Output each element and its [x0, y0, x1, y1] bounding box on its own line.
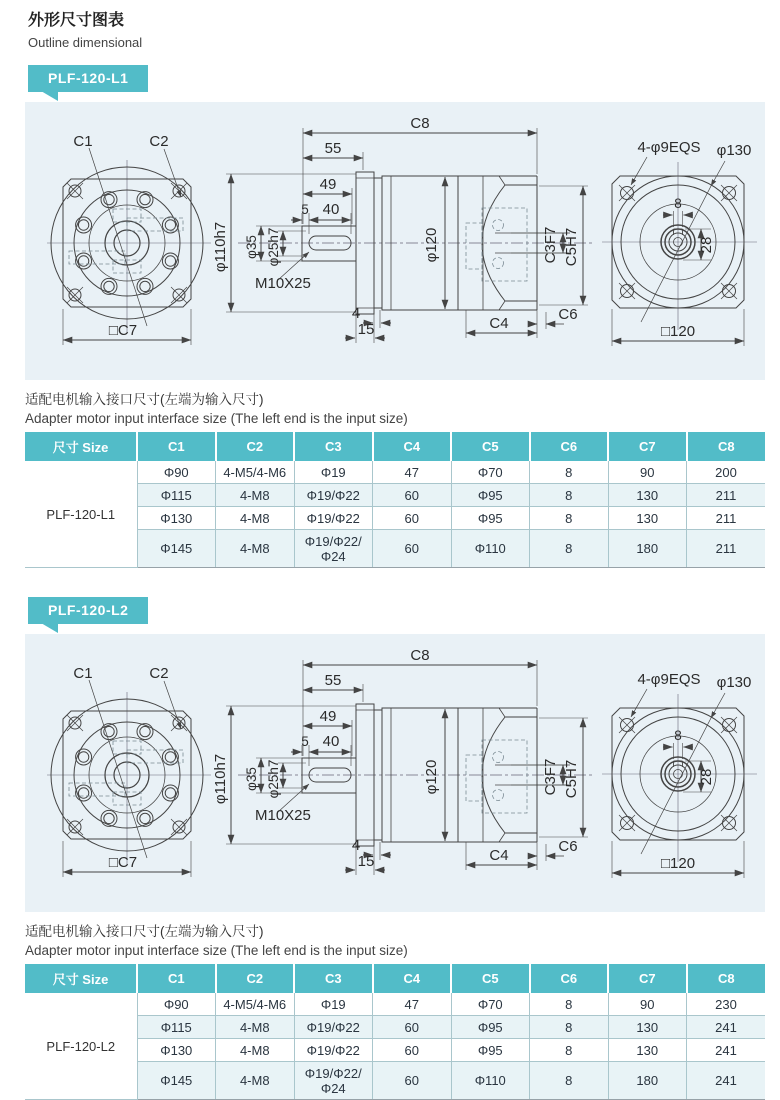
dim-label-c7: □C7 [108, 322, 138, 339]
dim-cell: Φ115 [137, 1016, 216, 1039]
side-view [226, 128, 593, 343]
dim-label-49: 49 [319, 176, 337, 193]
dim-cell: 90 [608, 461, 687, 484]
dim-label-55: 55 [324, 140, 342, 157]
dim-cell: 130 [608, 507, 687, 530]
front-view [47, 680, 211, 877]
dim-cell: 60 [373, 1016, 452, 1039]
dim-cell: Φ19/Φ22/Φ24 [294, 1062, 373, 1100]
technical-drawing [25, 102, 765, 380]
dim-cell: Φ70 [451, 993, 530, 1016]
dim-cell: 180 [608, 530, 687, 568]
dim-label-28: 28 [698, 236, 715, 254]
page-subtitle: Outline dimensional [28, 35, 143, 50]
dim-label-dia25h7: φ25h7 [266, 227, 281, 267]
dim-label-8: 8 [674, 728, 682, 743]
dim-label-c4: C4 [489, 315, 509, 332]
dim-cell: 4-M8 [216, 507, 295, 530]
dim-label-c1: C1 [73, 133, 93, 150]
dim-label-dia110h7: φ110h7 [212, 221, 229, 273]
dim-label-sq120: □120 [660, 855, 696, 872]
section-plf-120-l1 [0, 50, 780, 568]
dim-cell: Φ130 [137, 507, 216, 530]
dim-cell: 8 [530, 1062, 609, 1100]
dim-cell: Φ115 [137, 484, 216, 507]
technical-drawing [25, 634, 765, 912]
dim-cell: 200 [687, 461, 766, 484]
column-header: C3 [294, 432, 373, 461]
dim-label-55: 55 [324, 672, 342, 689]
dim-cell: 4-M8 [216, 1039, 295, 1062]
column-header: C8 [687, 964, 766, 993]
dim-label-15: 15 [357, 853, 375, 870]
rear-view [602, 689, 757, 878]
note-zh: 适配电机输入接口尺寸(左端为输入尺寸) [25, 392, 264, 407]
dim-cell: 90 [608, 993, 687, 1016]
dim-cell: Φ19/Φ22 [294, 484, 373, 507]
dim-cell: Φ19/Φ22 [294, 1039, 373, 1062]
dim-cell: Φ130 [137, 1039, 216, 1062]
dim-cell: 211 [687, 530, 766, 568]
front-view [47, 148, 211, 345]
dim-cell: 8 [530, 461, 609, 484]
dim-label-c6: C6 [558, 306, 578, 323]
table-row [25, 993, 765, 1016]
dim-cell: Φ145 [137, 530, 216, 568]
dim-cell: 60 [373, 1062, 452, 1100]
dim-label-c8: C8 [410, 115, 430, 132]
hidden-motor-interface [466, 208, 527, 281]
dim-cell: 241 [687, 1062, 766, 1100]
column-header: C7 [608, 964, 687, 993]
row-label: PLF-120-L2 [25, 993, 137, 1100]
dim-cell: Φ90 [137, 461, 216, 484]
dim-cell: 8 [530, 484, 609, 507]
column-header: C6 [530, 432, 609, 461]
column-header: C4 [373, 964, 452, 993]
column-header: C5 [451, 432, 530, 461]
dim-label-5: 5 [301, 202, 309, 217]
dim-label-c7: □C7 [108, 854, 138, 871]
dim-cell: 60 [373, 1039, 452, 1062]
dim-cell: 8 [530, 530, 609, 568]
dim-label-c8: C8 [410, 647, 430, 664]
dim-cell: Φ90 [137, 993, 216, 1016]
dim-label-c2: C2 [149, 665, 169, 682]
column-header: C2 [216, 432, 295, 461]
dim-cell: Φ110 [451, 530, 530, 568]
dim-cell: Φ95 [451, 1016, 530, 1039]
column-header: C8 [687, 432, 766, 461]
dim-cell: Φ19/Φ22 [294, 1016, 373, 1039]
dim-label-4-dia9eqs: 4-φ9EQS [637, 671, 701, 688]
dim-label-c3f7: C3F7 [542, 226, 559, 264]
dim-label-c5h7: C5H7 [563, 227, 580, 267]
dim-cell: Φ95 [451, 1039, 530, 1062]
dim-cell: 241 [687, 1039, 766, 1062]
dim-cell: Φ110 [451, 1062, 530, 1100]
dim-label-c3f7: C3F7 [542, 758, 559, 796]
column-header: 尺寸 Size [25, 432, 137, 461]
dim-cell: Φ145 [137, 1062, 216, 1100]
model-badge: PLF-120-L2 [28, 597, 148, 624]
dim-label-c4: C4 [489, 847, 509, 864]
dim-cell: Φ70 [451, 461, 530, 484]
dim-label-sq120: □120 [660, 323, 696, 340]
table-row [25, 461, 765, 484]
dim-label-40: 40 [322, 201, 340, 218]
row-label: PLF-120-L1 [25, 461, 137, 568]
dim-label-c2: C2 [149, 133, 169, 150]
dim-label-4: 4 [351, 305, 361, 322]
column-header: C7 [608, 432, 687, 461]
dim-cell: 4-M8 [216, 1062, 295, 1100]
column-header: C5 [451, 964, 530, 993]
dim-cell: 4-M8 [216, 530, 295, 568]
dim-cell: 60 [373, 530, 452, 568]
dim-cell: Φ19/Φ22/Φ24 [294, 530, 373, 568]
dim-cell: 241 [687, 1016, 766, 1039]
dim-cell: 60 [373, 507, 452, 530]
column-header: C1 [137, 432, 216, 461]
note-zh: 适配电机输入接口尺寸(左端为输入尺寸) [25, 924, 264, 939]
dim-cell: 4-M8 [216, 1016, 295, 1039]
dim-cell: 130 [608, 1016, 687, 1039]
dim-cell: 130 [608, 1039, 687, 1062]
dim-cell: 211 [687, 507, 766, 530]
dim-cell: Φ19/Φ22 [294, 507, 373, 530]
dim-label-dia120: φ120 [423, 759, 440, 795]
dim-cell: 47 [373, 993, 452, 1016]
model-badge: PLF-120-L1 [28, 65, 148, 92]
page-title: 外形尺寸图表 [28, 12, 125, 29]
dim-cell: 211 [687, 484, 766, 507]
dim-cell: 47 [373, 461, 452, 484]
note-en: Adapter motor input interface size (The left end is the input size) [25, 943, 408, 958]
dim-label-c5h7: C5H7 [563, 759, 580, 799]
dim-cell: 130 [608, 484, 687, 507]
drawing-panel [25, 634, 765, 912]
dim-label-c1: C1 [73, 665, 93, 682]
dim-cell: 4-M5/4-M6 [216, 461, 295, 484]
dim-label-dia120: φ120 [423, 227, 440, 263]
rear-view [602, 157, 757, 346]
dimension-table [25, 432, 765, 568]
dim-label-49: 49 [319, 708, 337, 725]
hidden-motor-interface [466, 740, 527, 813]
section-plf-120-l2 [0, 582, 780, 1100]
dim-cell: 8 [530, 1039, 609, 1062]
dim-label-m10x25: M10X25 [255, 275, 311, 292]
dim-label-dia130: φ130 [716, 142, 752, 159]
dim-cell: 230 [687, 993, 766, 1016]
dim-label-dia130: φ130 [716, 674, 752, 691]
dim-cell: 4-M8 [216, 484, 295, 507]
dim-label-dia35: φ35 [244, 767, 259, 791]
dimension-table [25, 964, 765, 1100]
column-header: 尺寸 Size [25, 964, 137, 993]
side-view [226, 660, 593, 875]
dim-cell: 4-M5/4-M6 [216, 993, 295, 1016]
dim-label-28: 28 [698, 768, 715, 786]
dim-label-c6: C6 [558, 838, 578, 855]
dim-cell: Φ19 [294, 993, 373, 1016]
dim-label-5: 5 [301, 734, 309, 749]
header-row [25, 432, 765, 461]
column-header: C6 [530, 964, 609, 993]
dim-cell: 8 [530, 993, 609, 1016]
dim-label-15: 15 [357, 321, 375, 338]
dim-label-m10x25: M10X25 [255, 807, 311, 824]
dim-label-8: 8 [674, 196, 682, 211]
dim-label-4: 4 [351, 837, 361, 854]
dim-cell: 8 [530, 507, 609, 530]
dim-label-dia110h7: φ110h7 [212, 753, 229, 805]
dim-cell: Φ19 [294, 461, 373, 484]
column-header: C2 [216, 964, 295, 993]
column-header: C4 [373, 432, 452, 461]
dim-label-40: 40 [322, 733, 340, 750]
drawing-panel [25, 102, 765, 380]
dim-label-4-dia9eqs: 4-φ9EQS [637, 139, 701, 156]
dim-cell: Φ95 [451, 507, 530, 530]
dim-cell: 180 [608, 1062, 687, 1100]
dim-cell: 8 [530, 1016, 609, 1039]
header-row [25, 964, 765, 993]
dim-cell: 60 [373, 484, 452, 507]
dim-label-dia25h7: φ25h7 [266, 759, 281, 799]
column-header: C1 [137, 964, 216, 993]
note-en: Adapter motor input interface size (The left end is the input size) [25, 411, 408, 426]
column-header: C3 [294, 964, 373, 993]
dim-cell: Φ95 [451, 484, 530, 507]
dim-label-dia35: φ35 [244, 235, 259, 259]
